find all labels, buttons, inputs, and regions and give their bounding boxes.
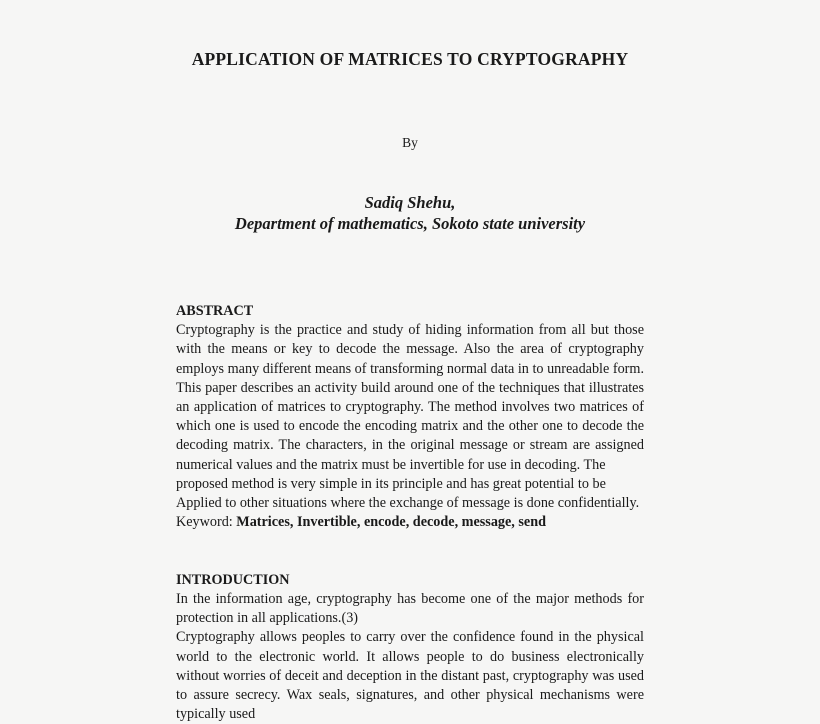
introduction-paragraph-1: In the information age, cryptography has become one of the major methods for protection in all applications.(3)	[176, 591, 644, 627]
abstract-paragraph: Cryptography is the practice and study of hiding information from all but those with the means or key to decode the message. Also the area of cryptography employs many different means of transforming normal data in to unreadable form. This paper describes an activity build around one of the techniques that illustrates an application of matrices to cryptography. The method involves two matrices of which one is used to encode the encoding matrix and the other one to decode the decoding matrix. The characters, in the original message or stream are assigned numerical values and the matrix must be invertible for use in decoding. The	[176, 322, 644, 473]
introduction-paragraph-2: Cryptography allows peoples to carry over the confidence found in the physical world to the electronic world. It allows people to do business electronically without worries of deceit and deception in the distant past, cryptography was used to assure secrecy. Wax seals, signatures, and other physical mechanisms were typically used	[176, 629, 644, 723]
keyword-terms: Matrices, Invertible, encode, decode, message, send	[236, 514, 546, 531]
abstract-tail-line-2: Applied to other situations where the exchange of message is done confidentially.	[176, 495, 640, 512]
abstract-tail-line-1: proposed method is very simple in its principle and has great potential to be	[176, 475, 606, 492]
byline-label: By	[402, 135, 418, 150]
keyword-label: Keyword:	[176, 514, 237, 531]
author-block	[0, 192, 820, 234]
section-spacer	[176, 532, 644, 551]
page-title: APPLICATION OF MATRICES TO CRYPTOGRAPHY	[191, 48, 629, 69]
abstract-heading: ABSTRACT	[176, 303, 254, 319]
introduction-heading: INTRODUCTION	[176, 571, 290, 588]
author-affiliation: Department of mathematics, Sokoto state university	[234, 214, 586, 233]
document-body	[176, 302, 644, 724]
section-spacer-2	[176, 552, 644, 571]
author-name: Sadiq Shehu,	[364, 193, 456, 212]
keyword-line	[176, 513, 644, 532]
